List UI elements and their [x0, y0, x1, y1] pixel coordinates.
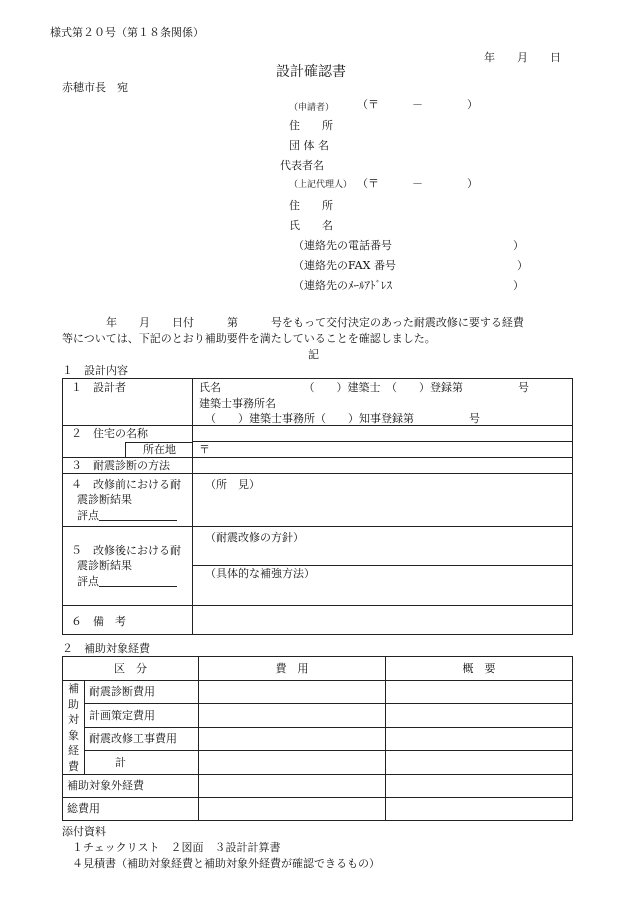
opinion-label: （所 見） — [205, 478, 260, 491]
attachments-line-1: １チェックリスト ２図面 ３設計計算書 — [72, 841, 281, 854]
house-name-value-cell — [193, 426, 573, 442]
applicant-label: （申請者） — [289, 103, 335, 113]
row-non-subsidy-summary — [386, 775, 573, 798]
designer-line-1: 氏名 （ ）建築士 （ ）登録第 号 — [199, 381, 529, 394]
diag-method-value-cell — [193, 458, 573, 474]
diag-method-label: ３ 耐震診断の方法 — [71, 459, 170, 472]
after-diag-label-cell — [63, 527, 193, 606]
attachments-heading: 添付資料 — [62, 825, 106, 838]
row-subtotal-summary — [386, 751, 573, 775]
header-cost: 費 用 — [199, 657, 386, 681]
remarks-value-cell — [193, 606, 573, 635]
location-value-cell — [193, 442, 573, 458]
designer-label: １ 設計者 — [71, 381, 126, 394]
agent-address-label: 住 所 — [289, 199, 333, 212]
contact-phone: （連絡先の電話番号 ） — [293, 239, 524, 252]
row-plan-cost-value — [199, 704, 386, 728]
before-diag-label-2: 震診断結果 — [77, 493, 132, 506]
date-line: 年 月 日 — [484, 51, 561, 64]
document-title: 設計確認書 — [276, 64, 346, 80]
agent-postal: （〒 － ） — [357, 177, 478, 190]
attachments-line-2: ４見積書（補助対象経費と補助対象外経費が確認できるもの） — [72, 857, 380, 870]
agent-name-label: 氏 名 — [289, 219, 333, 232]
before-diag-label-cell — [63, 474, 193, 527]
method-label: （具体的な補強方法） — [205, 567, 315, 580]
row-work-cost-value — [199, 728, 386, 751]
body-line-2: 等については、下記のとおり補助要件を満たしていることを確認しました。 — [62, 332, 436, 345]
row-total-label: 総費用 — [63, 798, 199, 821]
agent-label: （上記代理人） — [289, 180, 353, 190]
designer-line-2: 建築士事務所名 — [199, 397, 276, 410]
row-plan-cost-label: 計画策定費用 — [85, 704, 199, 728]
after-diag-label-1: ５ 改修後における耐 — [71, 544, 181, 557]
header-summary: 概 要 — [386, 657, 573, 681]
method-cell — [193, 566, 573, 606]
row-total-value — [199, 798, 386, 821]
contact-fax: （連絡先のFAX 番号 ） — [293, 259, 528, 272]
section1-heading: １ 設計内容 — [62, 364, 128, 377]
org-name-label: 団 体 名 — [289, 139, 329, 152]
row-diag-cost-value — [199, 681, 386, 704]
representative-label: 代表者名 — [280, 159, 324, 172]
form-number: 様式第２０号（第１８条関係） — [50, 26, 204, 39]
applicant-address-label: 住 所 — [289, 119, 333, 132]
body-line-1: 年 月 日付 第 号をもって交付決定のあった耐震改修に要する経費 — [106, 316, 524, 329]
row-non-subsidy-label: 補助対象外経費 — [63, 775, 199, 798]
house-name-label-cell — [63, 426, 193, 442]
row-total-summary — [386, 798, 573, 821]
contact-email: （連絡先のﾒｰﾙｱﾄﾞﾚｽ ） — [293, 279, 524, 292]
location-label-cell — [63, 442, 193, 458]
postal-mark: 〒 — [199, 443, 210, 456]
before-diag-label-1: ４ 改修前における耐 — [71, 478, 181, 491]
row-subtotal-label: 計 — [85, 751, 199, 775]
after-diag-label-2: 震診断結果 — [77, 559, 132, 572]
designer-info-cell — [193, 379, 573, 426]
ki-marker: 記 — [308, 348, 319, 361]
row-plan-cost-summary — [386, 704, 573, 728]
row-subtotal-value — [199, 751, 386, 775]
after-score-label: 評点 — [77, 576, 177, 587]
design-content-table — [62, 378, 573, 635]
row-diag-cost-label: 耐震診断費用 — [85, 681, 199, 704]
subsidy-vertical-label: 補 助 対 象 経 費 — [63, 681, 85, 775]
row-work-cost-label: 耐震改修工事費用 — [85, 728, 199, 751]
policy-label: （耐震改修の方針） — [205, 531, 304, 544]
row-work-cost-summary — [386, 728, 573, 751]
section2-heading: ２ 補助対象経費 — [62, 642, 150, 655]
remarks-label: ６ 備 考 — [71, 615, 126, 628]
before-score-label: 評点 — [77, 510, 177, 521]
location-label: 所在地 — [143, 442, 176, 456]
remarks-label-cell — [63, 606, 193, 635]
row-diag-cost-summary — [386, 681, 573, 704]
addressee: 赤穂市長 宛 — [62, 81, 128, 94]
row-non-subsidy-value — [199, 775, 386, 798]
house-name-label: ２ 住宅の名称 — [71, 427, 148, 440]
header-category: 区 分 — [63, 657, 199, 681]
policy-cell — [193, 527, 573, 566]
designer-label-cell — [63, 379, 193, 426]
diag-method-label-cell — [63, 458, 193, 474]
designer-line-3: （ ）建築士事務所（ ）知事登録第 号 — [205, 412, 480, 425]
applicant-postal: （〒 － ） — [357, 98, 478, 111]
before-opinion-cell — [193, 474, 573, 527]
subsidy-cost-table — [62, 656, 573, 821]
